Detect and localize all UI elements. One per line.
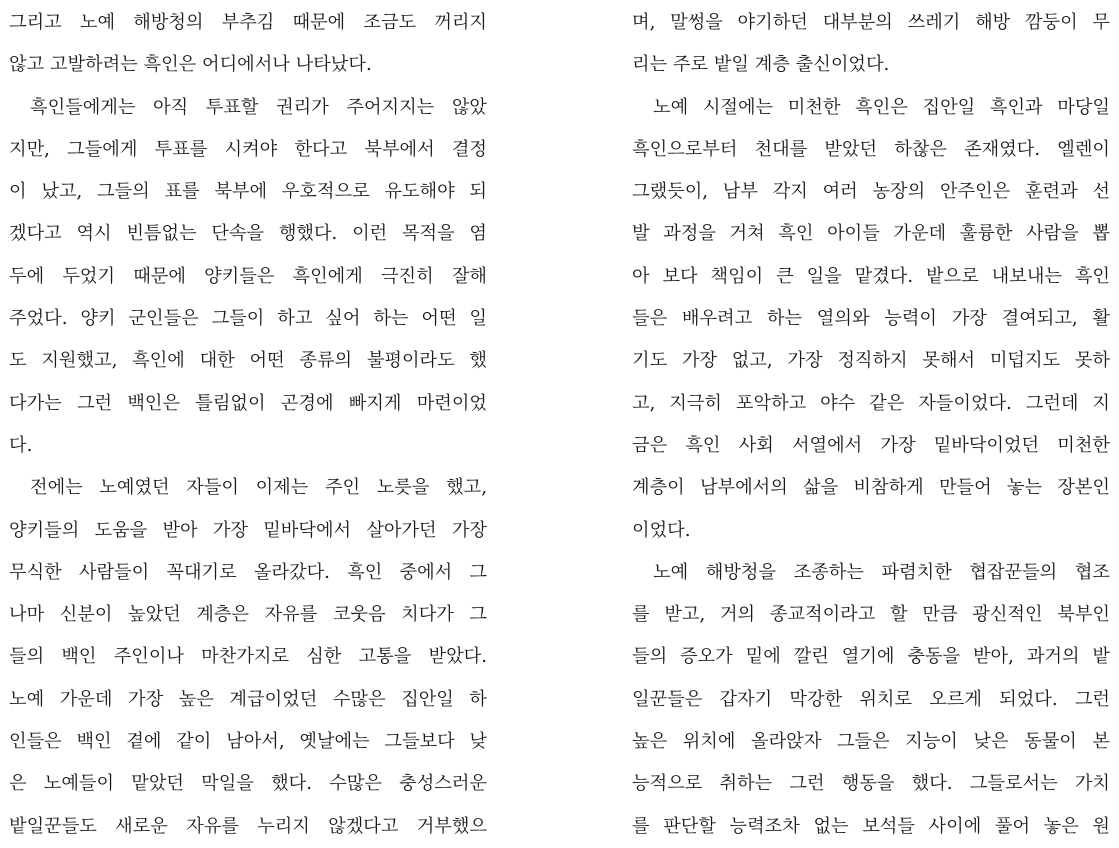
text-line: 그랬듯이, 남부 각지 여러 농장의 안주인은 훈련과 선 — [632, 181, 1110, 203]
text-line: 높은 위치에 올라앉자 그들은 지능이 낮은 동물이 본 — [632, 731, 1110, 753]
text-line: 들은 배우려고 하는 열의와 능력이 가장 결여되고, 활 — [632, 308, 1110, 330]
text-line: 금은 흑인 사회 서열에서 가장 밑바닥이었던 미천한 — [632, 434, 1110, 456]
text-line: 다가는 그런 백인은 틀림없이 곤경에 빠지게 마련이었 — [9, 392, 487, 414]
text-line: 인들은 백인 곁에 같이 남아서, 옛날에는 그들보다 낮 — [9, 731, 487, 753]
text-line: 일꾼들은 갑자기 막강한 위치로 오르게 되었다. 그런 — [632, 688, 1110, 710]
text-line: 은 노예들이 맡았던 막일을 했다. 수많은 충성스러운 — [9, 773, 487, 795]
text-line: 기도 가장 없고, 가장 정직하지 못해서 미덥지도 못하 — [632, 350, 1110, 372]
text-line: 흑인으로부터 천대를 받았던 하찮은 존재였다. 엘렌이 — [632, 138, 1110, 160]
text-line: 않고 고발하려는 흑인은 어디에서나 나타났다. — [9, 54, 372, 76]
text-line: 지만, 그들에게 투표를 시켜야 한다고 북부에서 결정 — [9, 138, 487, 160]
text-line: 리는 주로 밭일 계층 출신이었다. — [632, 54, 890, 76]
text-line: 밭일꾼들도 새로운 자유를 누리지 않겠다고 거부했으 — [9, 815, 487, 837]
text-line: 이 났고, 그들의 표를 북부에 우호적으로 유도해야 되 — [9, 181, 487, 203]
text-line: 양키들의 도움을 받아 가장 밑바닥에서 살아가던 가장 — [9, 519, 487, 541]
text-line: 무식한 사람들이 꼭대기로 올라갔다. 흑인 중에서 그 — [9, 561, 487, 583]
text-line: 고, 지극히 포악하고 야수 같은 자들이었다. 그런데 지 — [632, 392, 1110, 414]
text-line: 노예 시절에는 미천한 흑인은 집안일 흑인과 마당일 — [653, 96, 1110, 118]
text-line: 노예 가운데 가장 높은 계급이었던 수많은 집안일 하 — [9, 688, 487, 710]
text-line: 그리고 노예 해방청의 부추김 때문에 조금도 꺼리지 — [9, 12, 487, 33]
text-line: 들의 백인 주인이나 마찬가지로 심한 고통을 받았다. — [9, 646, 487, 668]
text-line: 능적으로 취하는 그런 행동을 했다. 그들로서는 가치 — [632, 773, 1110, 795]
text-line: 흑인들에게는 아직 투표할 권리가 주어지지는 않았 — [30, 96, 487, 118]
text-line: 노예 해방청을 조종하는 파렴치한 협잡꾼들의 협조 — [653, 561, 1110, 583]
left-text-column — [9, 2, 487, 848]
text-line: 두에 두었기 때문에 양키들은 흑인에게 극진히 잘해 — [9, 265, 487, 287]
text-line: 다. — [9, 434, 33, 456]
text-line: 나마 신분이 높았던 계층은 자유를 코웃음 치다가 그 — [9, 604, 487, 626]
text-line: 들의 증오가 밑에 깔린 열기에 충동을 받아, 과거의 밭 — [632, 646, 1110, 668]
text-line: 도 지원했고, 흑인에 대한 어떤 종류의 불평이라도 했 — [9, 350, 487, 372]
right-text-column — [632, 2, 1110, 848]
text-line: 주었다. 양키 군인들은 그들이 하고 싶어 하는 어떤 일 — [9, 308, 487, 330]
text-line: 발 과정을 거쳐 흑인 아이들 가운데 훌륭한 사람을 뽑 — [632, 223, 1110, 245]
text-line: 를 받고, 거의 종교적이라고 할 만큼 광신적인 북부인 — [632, 604, 1110, 626]
text-line: 를 판단할 능력조차 없는 보석들 사이에 풀어 놓은 원 — [632, 815, 1110, 837]
text-line: 전에는 노예였던 자들이 이제는 주인 노릇을 했고, — [30, 477, 487, 499]
text-line: 겠다고 역시 빈틈없는 단속을 행했다. 이런 목적을 염 — [9, 223, 487, 245]
text-line: 아 보다 책임이 큰 일을 맡겼다. 밭으로 내보내는 흑인 — [632, 265, 1110, 287]
text-line: 이었다. — [632, 519, 691, 541]
text-line: 계층이 남부에서의 삶을 비참하게 만들어 놓는 장본인 — [632, 477, 1110, 499]
text-line: 며, 말썽을 야기하던 대부분의 쓰레기 해방 깜둥이 무 — [632, 12, 1110, 33]
